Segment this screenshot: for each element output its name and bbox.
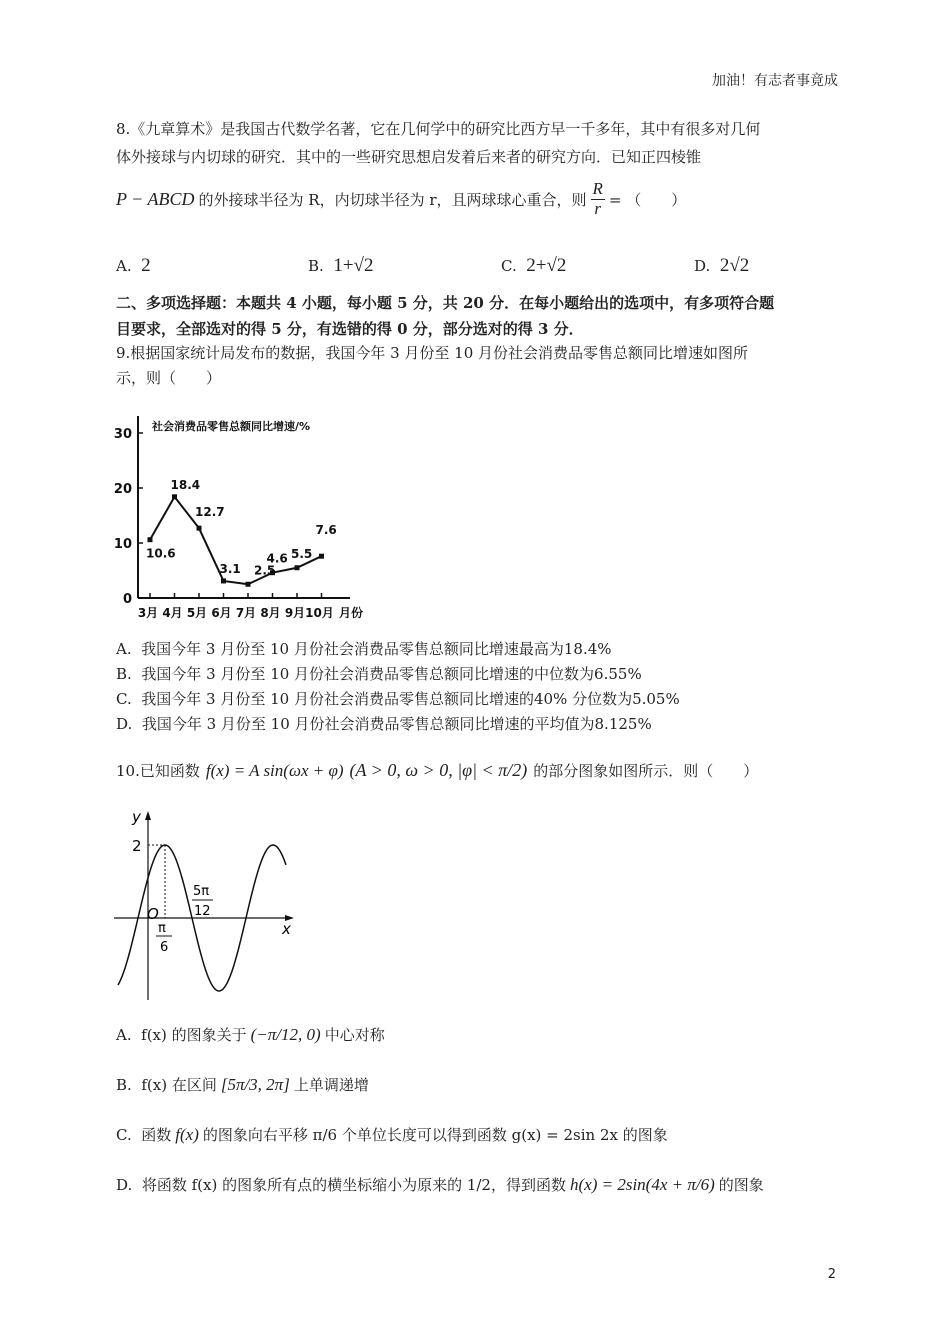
graph-origin: O	[147, 905, 159, 923]
chart-data-label: 5.5	[291, 546, 313, 561]
chart-x-tick-label: 8月	[260, 606, 281, 620]
chart-data-point	[197, 526, 202, 531]
option-label: D.	[694, 257, 711, 275]
q10-option-b[interactable]	[116, 1074, 369, 1095]
graph-mark1-num: π	[158, 921, 166, 936]
option-label: B.	[116, 665, 132, 683]
q10-prefix: 10.已知函数	[116, 762, 200, 780]
q8-option-c[interactable]	[501, 255, 566, 277]
chart-data-label: 4.6	[266, 551, 288, 566]
option-label: A.	[116, 640, 132, 658]
q10-suffix: 的部分图象如图所示．则（ ）	[533, 762, 759, 780]
option-label: D.	[116, 715, 133, 733]
graph-mark2-num: 5π	[193, 884, 210, 899]
q8-option-a[interactable]	[116, 255, 151, 277]
q10-option-c[interactable]	[116, 1124, 668, 1145]
q10-option-a[interactable]	[116, 1024, 385, 1045]
q8-line3	[116, 180, 686, 218]
q10-stem	[116, 760, 758, 781]
q8-options	[116, 255, 750, 279]
option-value: 2	[141, 255, 151, 276]
option-label: C.	[116, 1126, 132, 1144]
graph-max-value: 2	[132, 837, 142, 855]
page-number: 2	[827, 1267, 836, 1282]
option-label: A.	[116, 1026, 132, 1044]
chart-y-tick-label: 10	[113, 537, 132, 552]
section2-line2: 目要求，全部选对的得 5 分，有选错的得 0 分，部分选对的得 3 分．	[116, 320, 584, 338]
q8-line2: 体外接球与内切球的研究．其中的一些研究思想启发着后来者的研究方向．已知正四棱锥	[116, 148, 702, 166]
chart-x-tick-label: 5月	[186, 606, 208, 620]
chart-data-label: 12.7	[195, 505, 225, 520]
graph-y-arrow	[145, 811, 151, 820]
chart-data-point	[295, 565, 300, 570]
q10-function: f(x) = A sin(ωx + φ)	[205, 760, 344, 780]
q8-frac-den: r	[594, 198, 602, 218]
chart-y-tick-label: 0	[122, 592, 132, 607]
option-label: B.	[308, 257, 324, 275]
option-math: (−π/12, 0)	[250, 1025, 321, 1044]
graph-x-label: x	[282, 920, 291, 938]
option-math: h(x) = 2sin(4x + π/6)	[569, 1175, 715, 1194]
q10-condition: (A > 0, ω > 0, |φ| < π/2)	[349, 760, 528, 780]
option-text: 我国今年 3 月份至 10 月份社会消费品零售总额同比增速的40% 分位数为5.05%	[141, 690, 680, 708]
q9-chart	[110, 408, 380, 624]
chart-data-label: 3.1	[219, 561, 241, 576]
chart-x-label: 月份	[339, 606, 364, 620]
option-value: 2+√2	[526, 255, 567, 276]
chart-data-point	[246, 582, 251, 587]
chart-x-tick-label: 3月	[137, 606, 159, 620]
q9-option-a[interactable]	[116, 638, 612, 659]
q9-option-b[interactable]	[116, 663, 642, 684]
option-value: 2√2	[719, 255, 750, 276]
option-math: f(x)	[175, 1125, 199, 1144]
option-pre: f(x) 在区间	[141, 1076, 217, 1094]
chart-x-tick-label: 6月	[211, 606, 232, 620]
q10-graph	[110, 808, 310, 1008]
option-pre: 函数	[141, 1126, 172, 1144]
option-post: 的图象	[718, 1176, 764, 1194]
chart-y-tick-label: 30	[113, 427, 132, 442]
chart-data-label: 18.4	[170, 477, 201, 492]
q8-line1: 8.《九章算术》是我国古代数学名著，它在几何学中的研究比西方早一千多年，其中有很多对几何	[116, 120, 761, 138]
q8-pyramid-name: P − ABCD	[116, 188, 195, 209]
chart-x-tick-label: 7月	[235, 606, 257, 620]
q8-frac-num: R	[592, 179, 603, 198]
q9-option-c[interactable]	[116, 688, 680, 709]
option-label: D.	[116, 1176, 133, 1194]
q8-option-b[interactable]	[308, 255, 374, 277]
option-label: B.	[116, 1076, 132, 1094]
q8-option-d[interactable]	[694, 255, 749, 277]
option-value: 1+√2	[333, 255, 374, 276]
q8-line3-text: 的外接球半径为 R，内切球半径为 r，且两球球心重合，则	[198, 190, 587, 209]
option-label: C.	[116, 690, 132, 708]
option-pre: 将函数 f(x) 的图象所有点的横坐标缩小为原来的 1/2，得到函数	[141, 1176, 566, 1194]
chart-x-tick-label: 9月	[284, 606, 306, 620]
option-text: 我国今年 3 月份至 10 月份社会消费品零售总额同比增速的平均值为8.125%	[141, 715, 652, 733]
option-text: 我国今年 3 月份至 10 月份社会消费品零售总额同比增速的中位数为6.55%	[141, 665, 642, 683]
q8-line3-end: = （ ）	[608, 190, 687, 209]
chart-data-label: 7.6	[315, 523, 337, 538]
option-post: 上单调递增	[293, 1076, 369, 1094]
q9-option-d[interactable]	[116, 713, 652, 734]
header-motto: 加油！有志者事竟成	[712, 73, 838, 89]
chart-title: 社会消费品零售总额同比增速/%	[152, 420, 311, 433]
option-math: [5π/3, 2π]	[220, 1075, 290, 1094]
chart-data-point	[221, 578, 226, 583]
q9-line2: 示，则（ ）	[116, 369, 222, 387]
chart-x-tick-label: 10月	[305, 606, 334, 620]
chart-data-point	[148, 537, 153, 542]
graph-mark2-den: 12	[194, 904, 211, 919]
option-label: A.	[116, 257, 132, 275]
chart-y-tick-label: 20	[113, 482, 132, 497]
chart-data-point	[319, 554, 324, 559]
q8-ratio-fraction	[591, 180, 605, 218]
chart-data-point	[172, 494, 177, 499]
q10-option-d[interactable]	[116, 1174, 764, 1195]
option-post: 中心对称	[324, 1026, 385, 1044]
graph-mark1-den: 6	[160, 940, 169, 955]
chart-x-tick-label: 4月	[162, 606, 183, 620]
q9-line1: 9.根据国家统计局发布的数据，我国今年 3 月份至 10 月份社会消费品零售总额同比增速如图所	[116, 344, 749, 362]
graph-y-label: y	[132, 808, 141, 826]
section2-line1: 二、多项选择题：本题共 4 小题，每小题 5 分，共 20 分．在每小题给出的选项中，有多项符合题	[116, 294, 775, 312]
option-post: 的图象向右平移 π/6 个单位长度可以得到函数 g(x) = 2sin 2x 的图象	[202, 1126, 668, 1144]
chart-data-label: 2.5	[254, 563, 276, 578]
chart-data-label: 10.6	[146, 546, 176, 561]
option-text: 我国今年 3 月份至 10 月份社会消费品零售总额同比增速最高为18.4%	[141, 640, 612, 658]
option-label: C.	[501, 257, 517, 275]
option-pre: f(x) 的图象关于	[141, 1026, 247, 1044]
